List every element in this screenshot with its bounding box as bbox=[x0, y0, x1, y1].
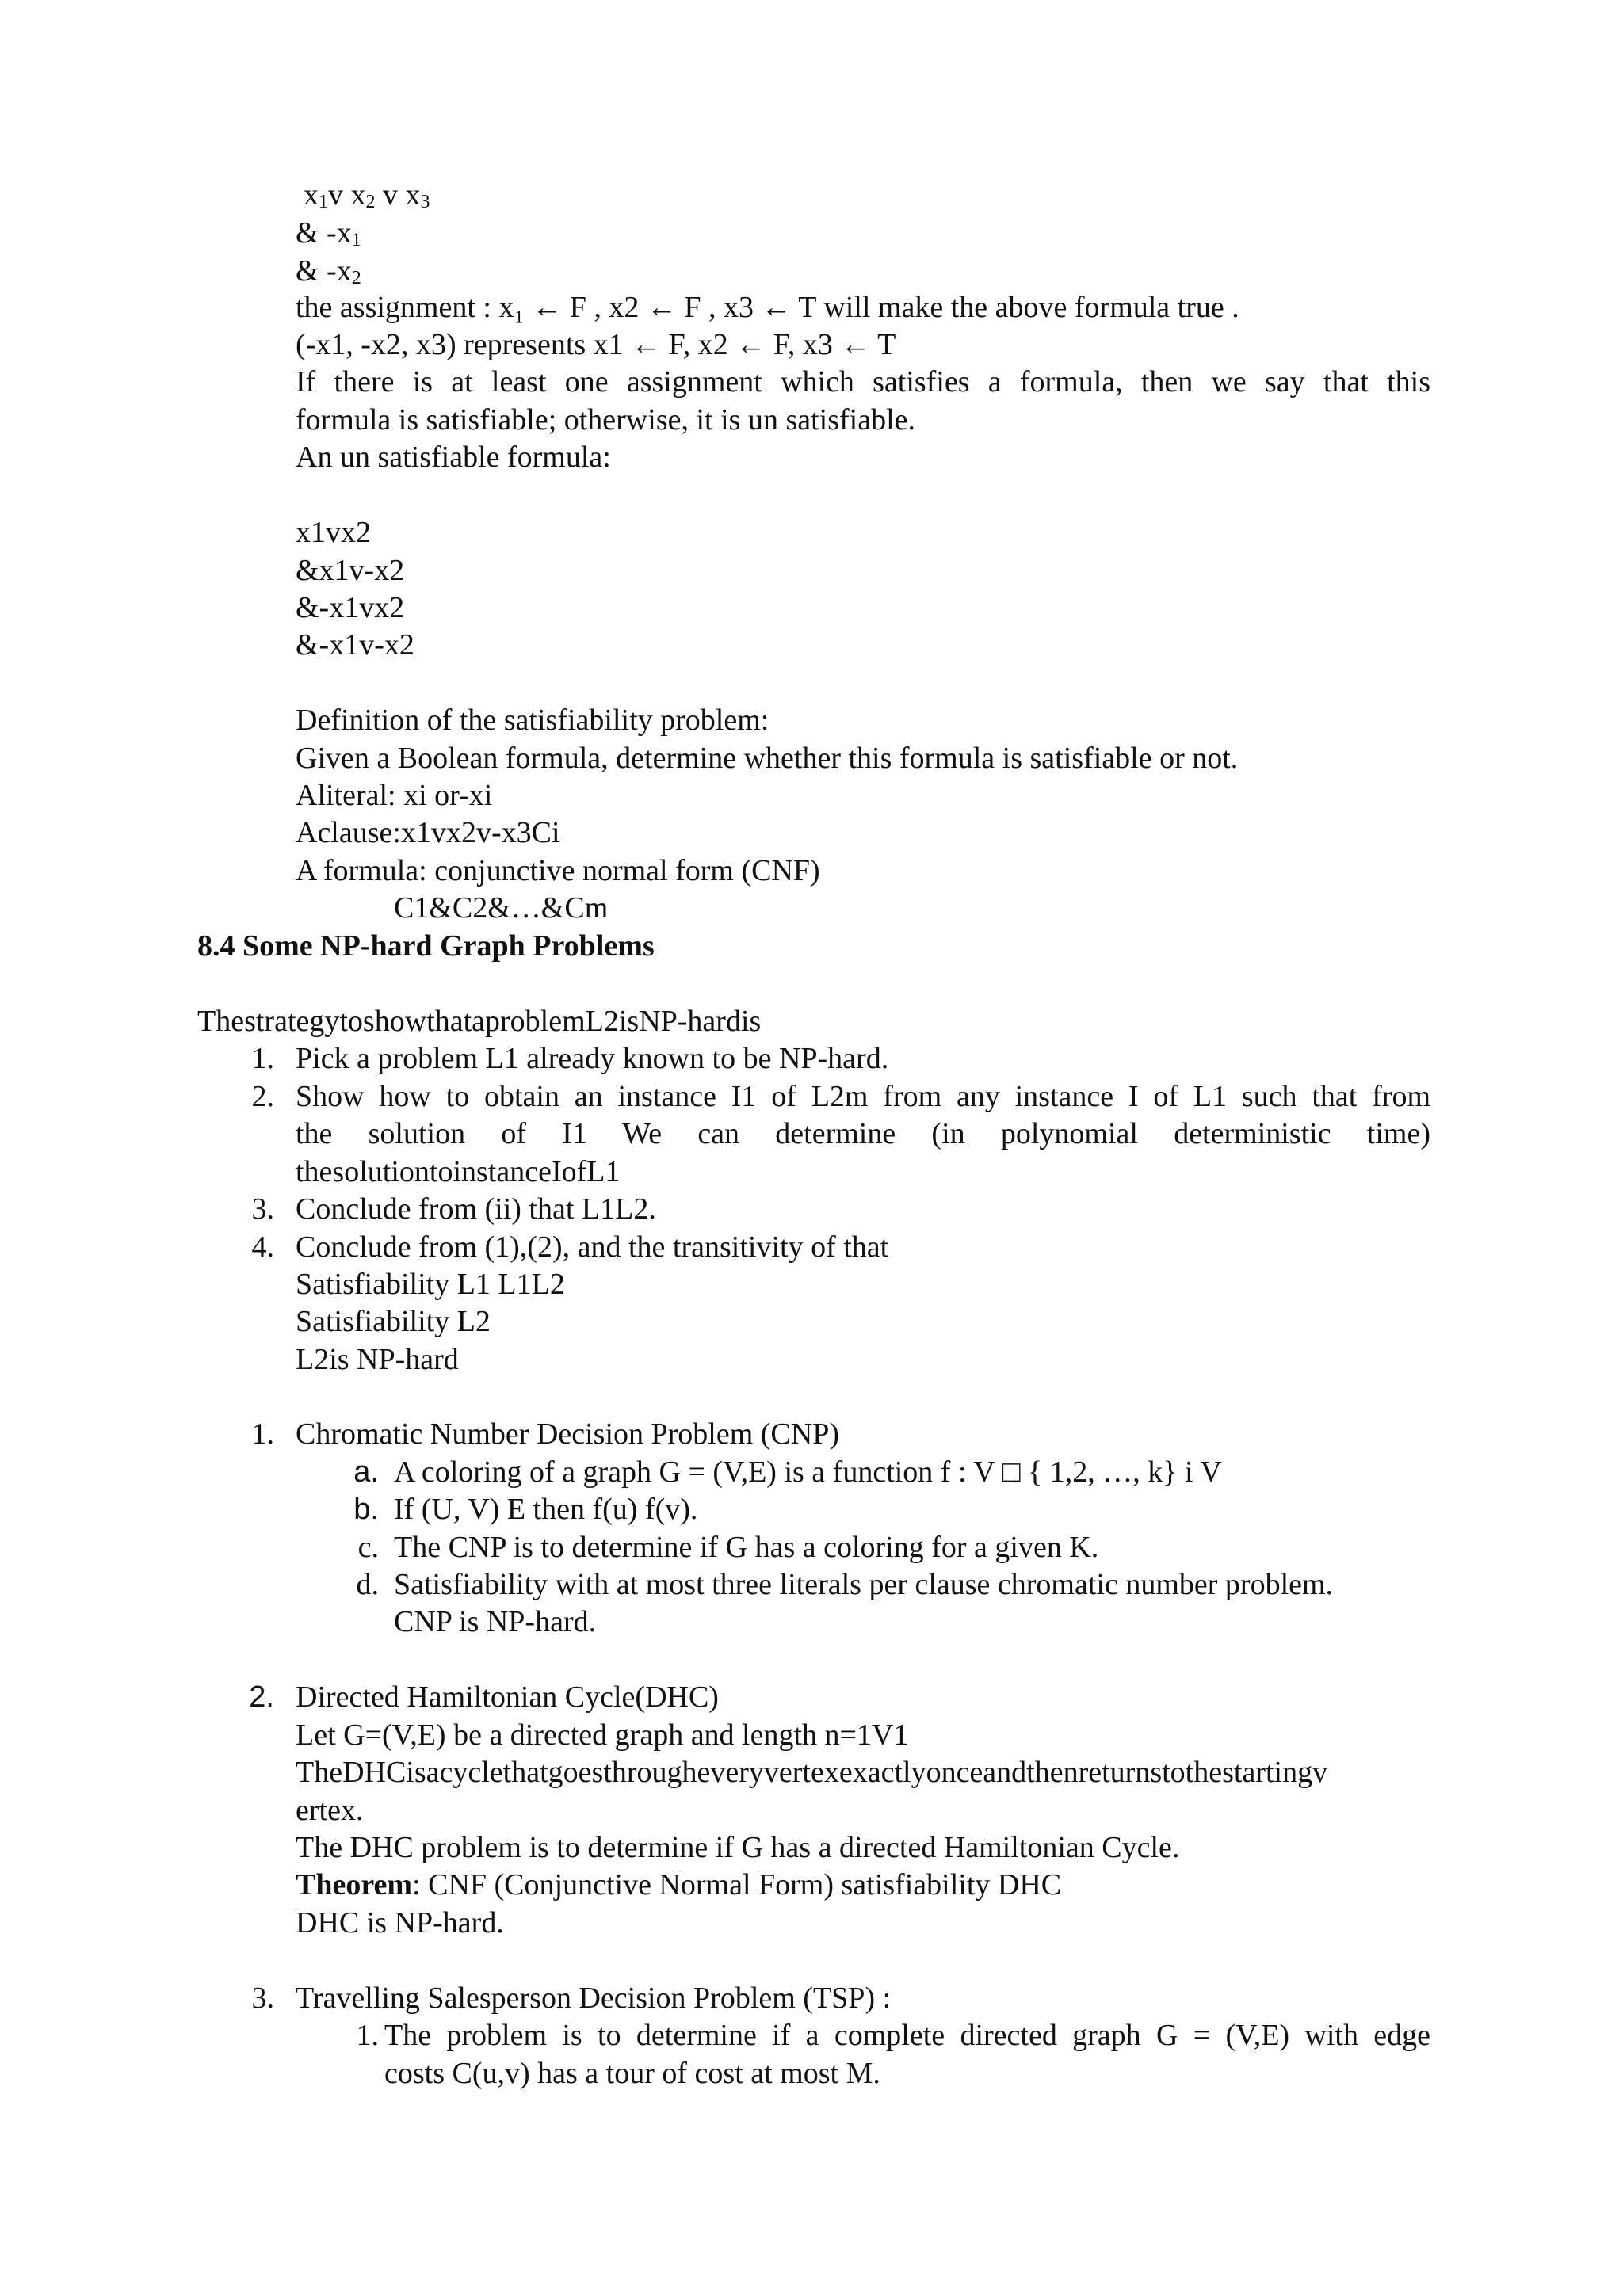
sat-problem-clause: Aclause:x1vx2v-x3Ci bbox=[296, 816, 560, 849]
sub-item-label: d. bbox=[356, 1568, 379, 1601]
theorem-text: : CNF (Conjunctive Normal Form) satisfiability DHC bbox=[412, 1868, 1062, 1901]
cnp-item-a: A coloring of a graph G = (V,E) is a function f : V □ { 1,2, …, k} i V bbox=[394, 1455, 1222, 1489]
dhc-problem: The DHC problem is to determine if G has a directed Hamiltonian Cycle. bbox=[296, 1831, 1180, 1864]
strategy-step-4-sub: Satisfiability L2 bbox=[296, 1305, 491, 1338]
unsat-formula-line: &-x1vx2 bbox=[296, 591, 405, 624]
sub-item-label: b. bbox=[353, 1493, 379, 1526]
list-number: 2. bbox=[251, 1080, 274, 1113]
sat-problem-cnf: C1&C2&…&Cm bbox=[394, 891, 609, 925]
dhc-description-line-2: ertex. bbox=[296, 1794, 364, 1827]
strategy-step-4: Conclude from (1),(2), and the transitivity of that bbox=[296, 1230, 889, 1264]
list-number: 3. bbox=[251, 1192, 274, 1226]
represents-text: (-x1, -x2, x3) represents x1 ← F, x2 ← F, x3 ← T bbox=[296, 328, 896, 361]
satisfiable-definition-line-2: formula is satisfiable; otherwise, it is un satisfiable. bbox=[296, 403, 916, 437]
formula-line-2: & $-x_1$ bbox=[296, 216, 361, 250]
strategy-step-1: Pick a problem L1 already known to be NP-hard. bbox=[296, 1042, 889, 1075]
cnp-item-d: Satisfiability with at most three literals per clause chromatic number problem. bbox=[394, 1568, 1334, 1601]
list-number: 3. bbox=[251, 1981, 274, 2015]
strategy-step-3: Conclude from (ii) that L1L2. bbox=[296, 1192, 656, 1226]
tsp-item-line-2: costs C(u,v) has a tour of cost at most M. bbox=[384, 2057, 880, 2090]
unsatisfiable-heading: An un satisfiable formula: bbox=[296, 441, 611, 474]
theorem-label: Theorem bbox=[296, 1868, 413, 1901]
cnp-item-c: The CNP is to determine if G has a coloring for a given K. bbox=[394, 1531, 1099, 1564]
strategy-step-2-line-1: Show how to obtain an instance I1 of L2m from any instance I of L1 such that from bbox=[296, 1080, 1430, 1113]
formula-line-3: & $-x_2$ bbox=[296, 254, 361, 288]
list-number: 1. bbox=[251, 1417, 274, 1451]
sat-problem-given: Given a Boolean formula, determine whether this formula is satisfiable or not. bbox=[296, 742, 1239, 775]
dhc-let: Let G=(V,E) be a directed graph and length n=1V1 bbox=[296, 1718, 909, 1752]
strategy-intro: ThestrategytoshowthataproblemL2isNP-hardis bbox=[197, 1005, 762, 1038]
formula-line-1: $x_1v$ $x_2$ v $x_3$ bbox=[304, 178, 430, 212]
dhc-description-line-1: TheDHCisacyclethatgoesthrougheveryvertexexactlyonceandthenreturnstothestartingv bbox=[296, 1756, 1328, 1789]
cnp-item-b: If (U, V) E then f(u) f(v). bbox=[394, 1493, 698, 1526]
strategy-step-2-line-2: the solution of I1 We can determine (in polynomial deterministic time) bbox=[296, 1117, 1430, 1150]
list-number: 4. bbox=[251, 1230, 274, 1264]
satisfiable-definition-line-1: If there is at least one assignment which satisfies a formula, then we say that this bbox=[296, 365, 1430, 399]
tsp-item-line-1: The problem is to determine if a complete directed graph G = (V,E) with edge bbox=[384, 2019, 1430, 2052]
dhc-title: Directed Hamiltonian Cycle(DHC) bbox=[296, 1680, 719, 1714]
list-number: 2. bbox=[249, 1680, 274, 1714]
unsat-formula-line: &-x1v-x2 bbox=[296, 628, 414, 662]
sub-item-label: 1. bbox=[356, 2019, 379, 2052]
unsat-formula-line: &x1v-x2 bbox=[296, 554, 405, 587]
cnp-title: Chromatic Number Decision Problem (CNP) bbox=[296, 1417, 840, 1451]
list-number: 1. bbox=[251, 1042, 274, 1075]
dhc-conclusion: DHC is NP-hard. bbox=[296, 1906, 504, 1939]
unsat-formula-line: x1vx2 bbox=[296, 516, 371, 549]
dhc-theorem bbox=[296, 1866, 1061, 1904]
cnp-item-d-line-2: CNP is NP-hard. bbox=[394, 1605, 597, 1638]
sub-item-label: c. bbox=[357, 1531, 379, 1564]
section-title: 8.4 Some NP-hard Graph Problems bbox=[197, 929, 655, 963]
assignment-text: the assignment : x₁ ← F , x2 ← F , x3 ← T will make the above formula true . bbox=[296, 291, 1239, 324]
strategy-step-4-sub: Satisfiability L1 L1L2 bbox=[296, 1268, 565, 1301]
sat-problem-heading: Definition of the satisfiability problem: bbox=[296, 704, 769, 737]
sub-item-label: a. bbox=[353, 1455, 379, 1489]
sat-problem-literal: Aliteral: xi or-xi bbox=[296, 779, 493, 812]
strategy-step-4-sub: L2is NP-hard bbox=[296, 1343, 459, 1376]
sat-problem-formula: A formula: conjunctive normal form (CNF) bbox=[296, 854, 820, 887]
strategy-step-2-line-3: thesolutiontoinstanceIofL1 bbox=[296, 1155, 621, 1188]
tsp-title: Travelling Salesperson Decision Problem (TSP) : bbox=[296, 1981, 892, 2015]
